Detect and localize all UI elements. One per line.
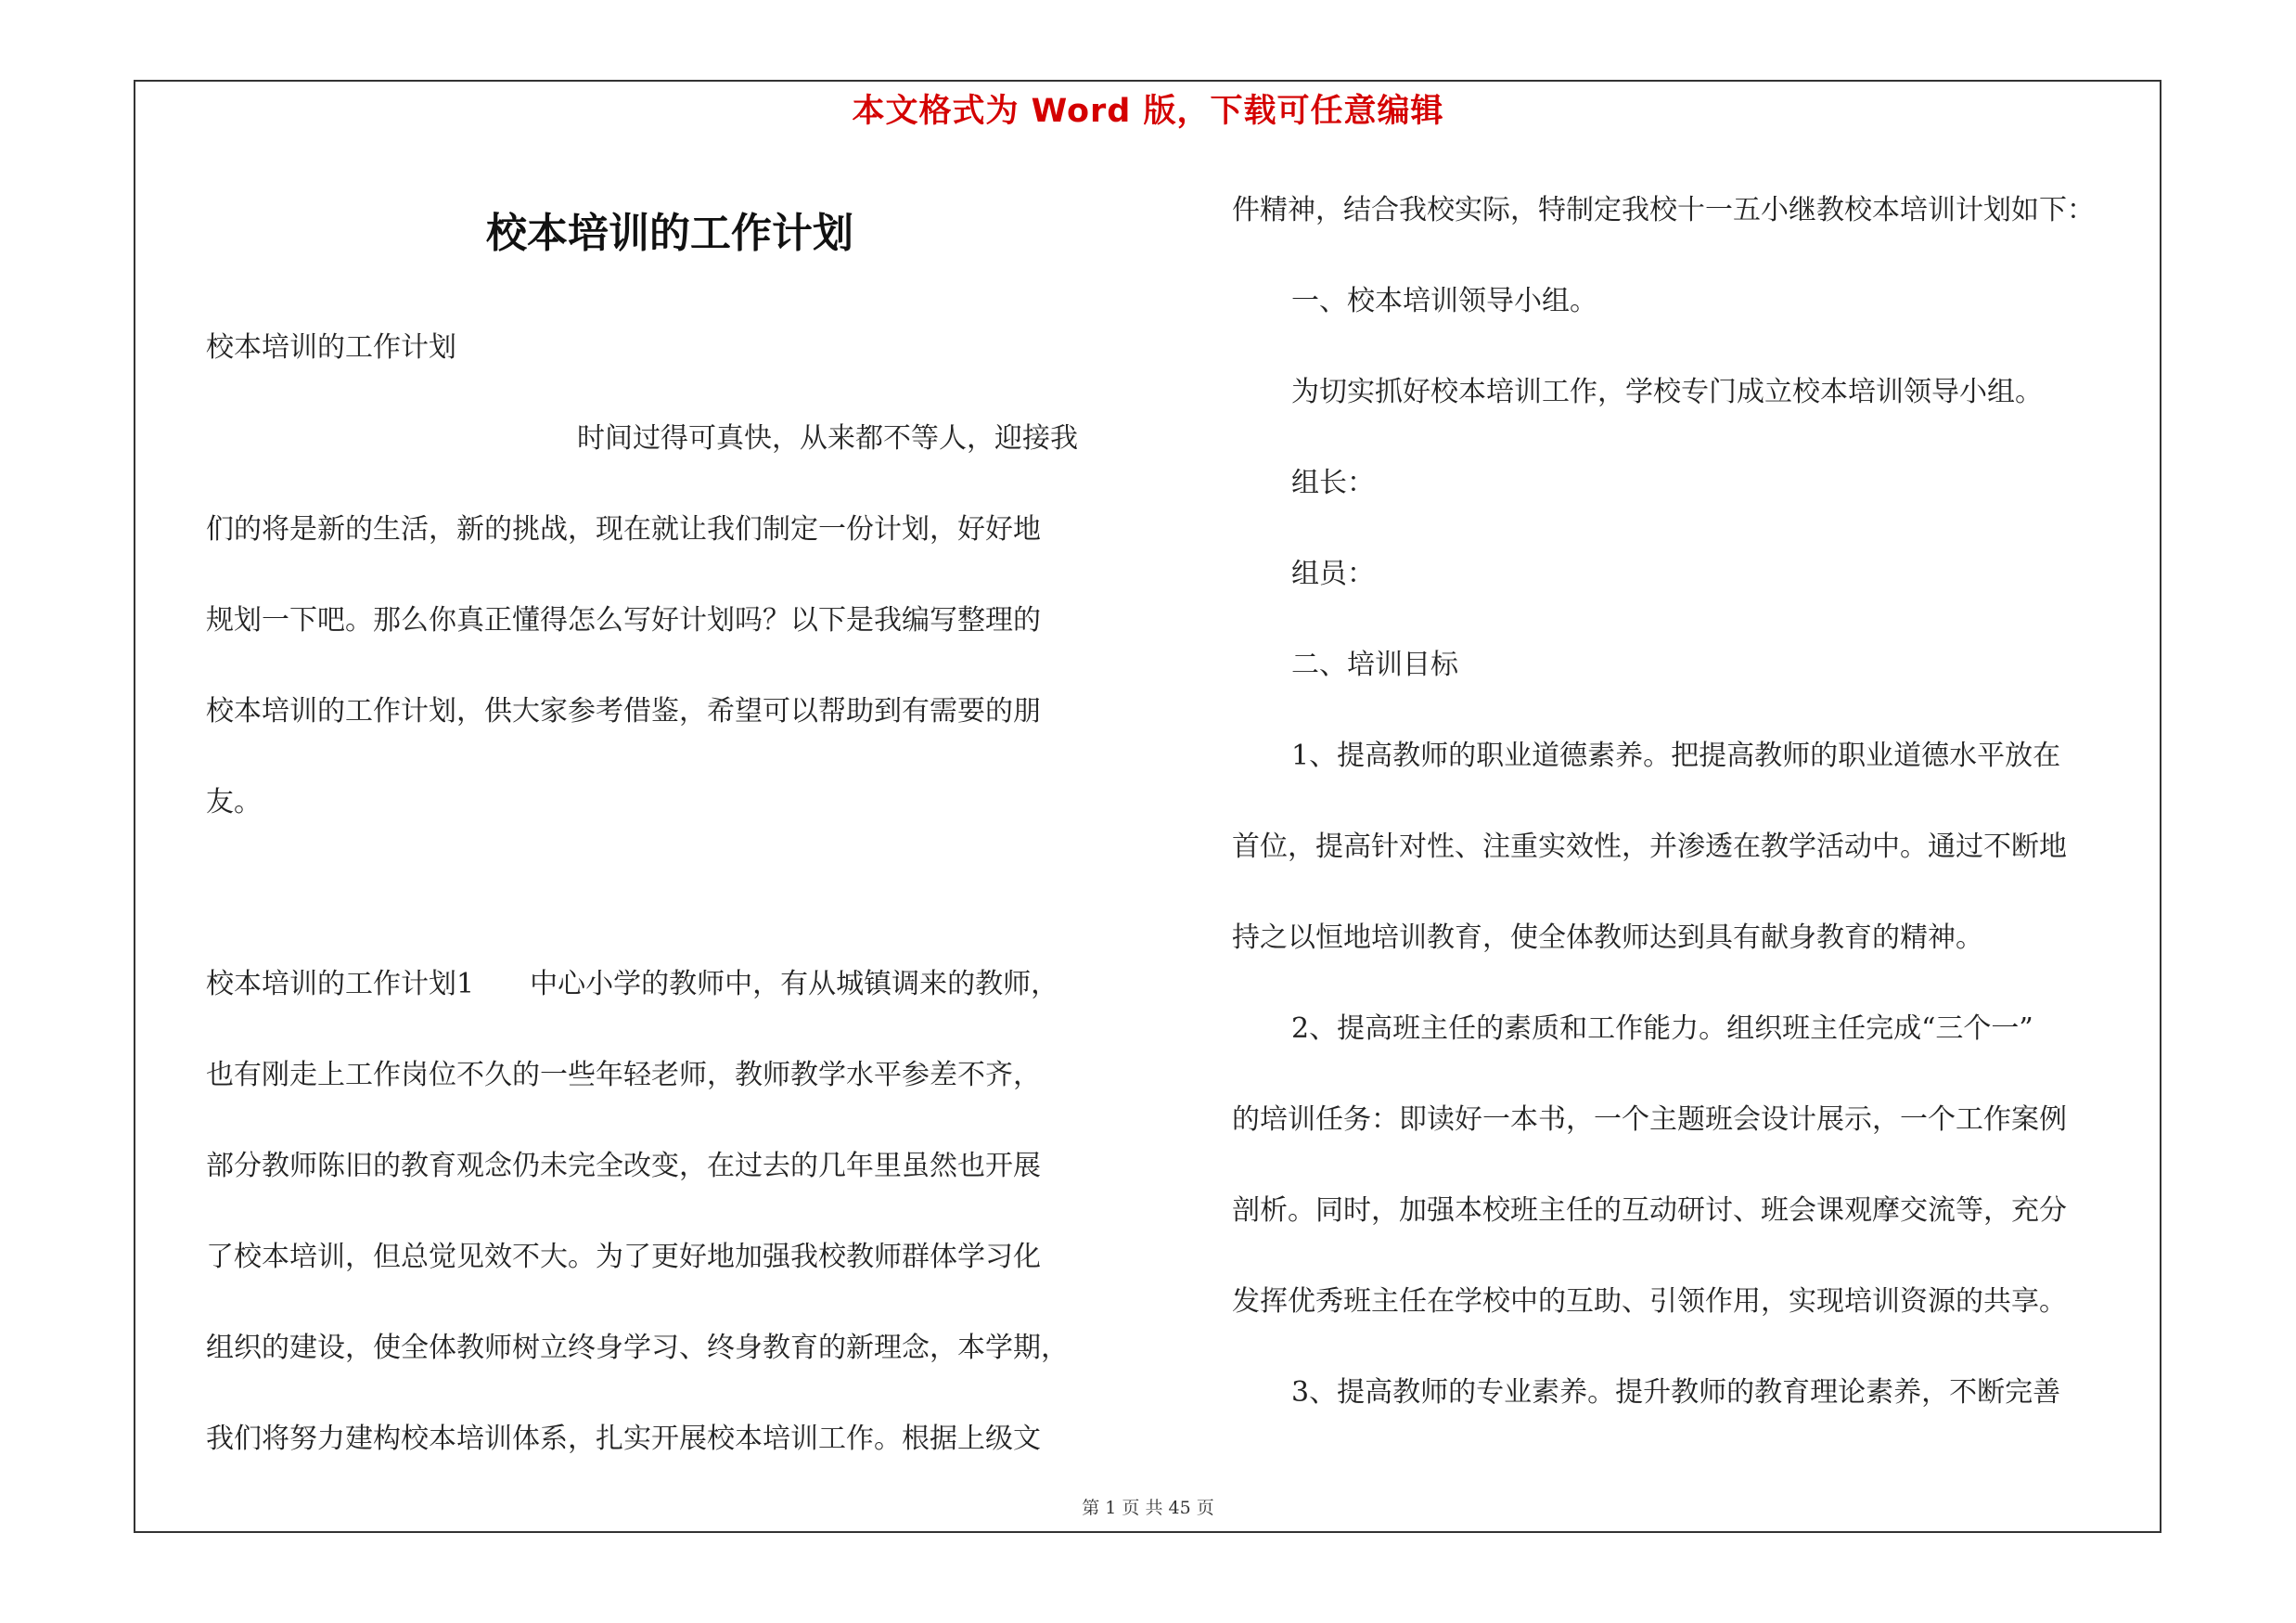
subtitle: 校本培训的工作计划 bbox=[206, 331, 456, 364]
paragraph-gap bbox=[206, 848, 1134, 939]
format-notice: 本文格式为 Word 版，下载可任意编辑 bbox=[852, 93, 1444, 130]
plan1-line: 组织的建设，使全体教师树立终身学习、终身教育的新理念，本学期， bbox=[206, 1332, 1069, 1364]
body-line: 1、提高教师的职业道德素养。把提高教师的职业道德水平放在 bbox=[1291, 740, 2061, 772]
page-number: 第 1 页 共 45 页 bbox=[1082, 1498, 1214, 1518]
leader-label: 组长： bbox=[1291, 467, 1375, 499]
left-column bbox=[206, 303, 1134, 1485]
intro-line: 校本培训的工作计划，供大家参考借鉴，希望可以帮助到有需要的朋 bbox=[206, 695, 1041, 728]
document-title: 校本培训的工作计划 bbox=[486, 210, 853, 257]
right-column bbox=[1232, 165, 2150, 1438]
plan1-line: 部分教师陈旧的教育观念仍未完全改变，在过去的几年里虽然也开展 bbox=[206, 1150, 1041, 1182]
plan1-line: 我们将努力建构校本培训体系，扎实开展校本培训工作。根据上级文 bbox=[206, 1423, 1041, 1455]
body-line: 件精神，结合我校实际，特制定我校十一五小继教校本培训计划如下： bbox=[1232, 194, 2095, 226]
section-heading: 二、培训目标 bbox=[1291, 649, 1458, 681]
body-line: 为切实抓好校本培训工作，学校专门成立校本培训领导小组。 bbox=[1291, 376, 2043, 408]
plan1-line: 了校本培训，但总觉见效不大。为了更好地加强我校教师群体学习化 bbox=[206, 1241, 1041, 1273]
body-line: 3、提高教师的专业素养。提升教师的教育理论素养，不断完善 bbox=[1291, 1376, 2061, 1409]
member-label: 组员： bbox=[1291, 558, 1375, 590]
body-line: 2、提高班主任的素质和工作能力。组织班主任完成“三个一” bbox=[1291, 1012, 2033, 1045]
body-line: 剖析。同时，加强本校班主任的互动研讨、班会课观摩交流等，充分 bbox=[1232, 1194, 2067, 1227]
plan1-line: 校本培训的工作计划1 中心小学的教师中，有从城镇调来的教师， bbox=[206, 968, 1059, 1000]
body-line: 持之以恒地培训教育，使全体教师达到具有献身教育的精神。 bbox=[1232, 921, 1983, 954]
section-heading: 一、校本培训领导小组。 bbox=[1291, 285, 1597, 317]
body-line: 的培训任务：即读好一本书，一个主题班会设计展示，一个工作案例 bbox=[1232, 1103, 2067, 1136]
intro-line: 们的将是新的生活，新的挑战，现在就让我们制定一份计划，好好地 bbox=[206, 513, 1041, 546]
body-line: 首位，提高针对性、注重实效性，并渗透在教学活动中。通过不断地 bbox=[1232, 831, 2067, 863]
intro-line: 时间过得可真快，从来都不等人，迎接我 bbox=[577, 422, 1078, 455]
body-line: 发挥优秀班主任在学校中的互助、引领作用，实现培训资源的共享。 bbox=[1232, 1285, 2067, 1318]
plan1-line: 也有刚走上工作岗位不久的一些年轻老师，教师教学水平参差不齐， bbox=[206, 1059, 1041, 1091]
intro-line: 规划一下吧。那么你真正懂得怎么写好计划吗？以下是我编写整理的 bbox=[206, 604, 1041, 637]
intro-line: 友。 bbox=[206, 786, 262, 818]
